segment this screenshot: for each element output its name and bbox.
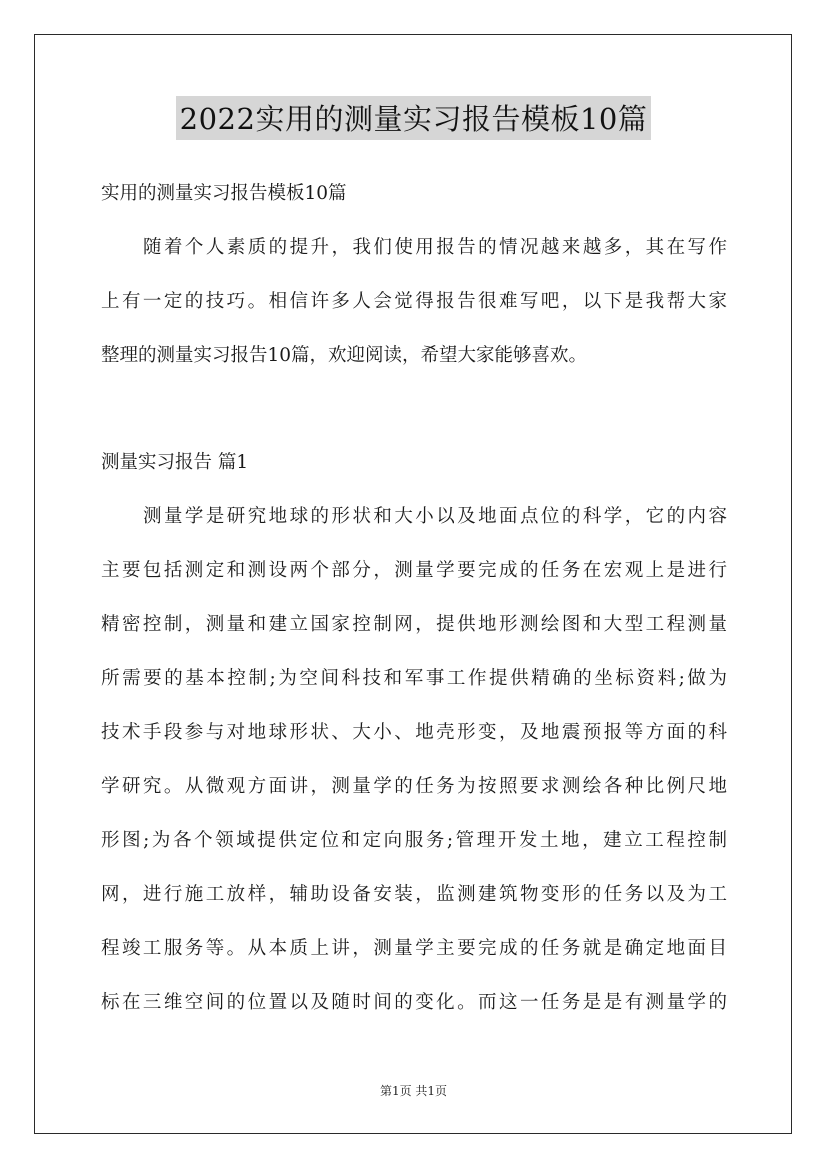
body-line[interactable]: 程竣工服务等。从本质上讲，测量学主要完成的任务就是确定地面目 [101, 938, 727, 959]
body-line[interactable]: 网，进行施工放样，辅助设备安装，监测建筑物变形的任务以及为工 [101, 884, 727, 905]
body-line[interactable]: 形图;为各个领域提供定位和定向服务;管理开发土地，建立工程控制 [101, 830, 727, 851]
body-line[interactable]: 标在三维空间的位置以及随时间的变化。而这一任务是是有测量学的 [101, 992, 727, 1013]
body-line[interactable]: 技术手段参与对地球形状、大小、地壳形变，及地震预报等方面的科 [101, 722, 727, 743]
intro-line[interactable]: 随着个人素质的提升，我们使用报告的情况越来越多，其在写作 [143, 237, 727, 258]
document-body [101, 170, 727, 1033]
document-title[interactable]: 2022实用的测量实习报告模板10篇 [176, 96, 652, 140]
title-wrapper [0, 96, 827, 140]
intro-line[interactable]: 整理的测量实习报告10篇，欢迎阅读，希望大家能够喜欢。 [101, 345, 588, 366]
body-line[interactable]: 所需要的基本控制;为空间科技和军事工作提供精确的坐标资料;做为 [101, 668, 727, 689]
body-line[interactable]: 测量学是研究地球的形状和大小以及地面点位的科学，它的内容 [143, 506, 727, 527]
body-line[interactable]: 学研究。从微观方面讲，测量学的任务为按照要求测绘各种比例尺地 [101, 776, 727, 797]
page-number: 第1页 共1页 [379, 1084, 448, 1098]
document-subtitle[interactable]: 实用的测量实习报告模板10篇 [101, 183, 347, 204]
body-line[interactable]: 主要包括测定和测设两个部分，测量学要完成的任务在宏观上是进行 [101, 560, 727, 581]
body-line[interactable]: 精密控制，测量和建立国家控制网，提供地形测绘图和大型工程测量 [101, 614, 727, 635]
section-heading[interactable]: 测量实习报告 篇1 [101, 452, 249, 473]
paragraph-gap [101, 386, 727, 439]
intro-line[interactable]: 上有一定的技巧。相信许多人会觉得报告很难写吧，以下是我帮大家 [101, 291, 727, 312]
